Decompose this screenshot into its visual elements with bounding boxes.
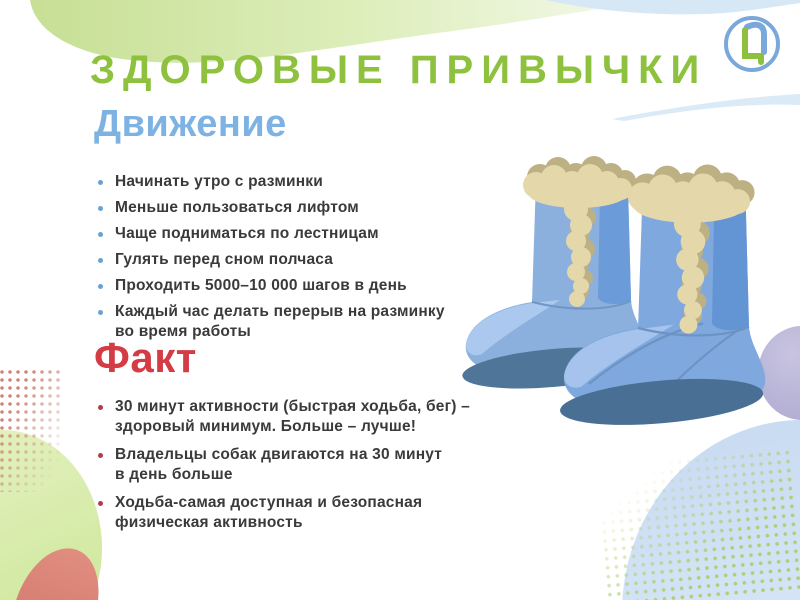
bullet-dot: [98, 453, 103, 458]
list-item-text: физическая активность: [115, 514, 303, 531]
list-item-text: Гулять перед сном полчаса: [115, 251, 334, 268]
list-item-text: Меньше пользоваться лифтом: [115, 199, 359, 216]
bullet-dot: [98, 232, 103, 237]
bullet-dot: [98, 310, 103, 315]
list-item: [98, 493, 558, 533]
bullet-dot: [98, 501, 103, 506]
list-item-text: Чаще подниматься по лестницам: [115, 225, 379, 242]
blue-crescent: [612, 94, 800, 121]
bullet-dot: [98, 206, 103, 211]
list-item-text: 30 минут активности (быстрая ходьба, бег) –: [115, 398, 470, 415]
list-item-text: в день больше: [115, 466, 233, 483]
fact-heading: Факт: [94, 334, 197, 381]
list-item-text: во время работы: [115, 323, 251, 340]
brand-logo-icon: [720, 12, 784, 76]
list-item-text: Владельцы собак двигаются на 30 минут: [115, 446, 443, 463]
movement-heading: Движение: [94, 103, 287, 145]
bullet-dot: [98, 180, 103, 185]
boots-illustration: [448, 152, 778, 452]
bullet-dot: [98, 284, 103, 289]
list-item-text: здоровый минимум. Больше – лучше!: [115, 418, 417, 435]
list-item-text: Ходьба-самая доступная и безопасная: [115, 494, 423, 511]
list-item-text: Начинать утро с разминки: [115, 173, 323, 190]
page-title: ЗДОРОВЫЕ ПРИВЫЧКИ: [90, 48, 708, 92]
bullet-dot: [98, 405, 103, 410]
bullet-dot: [98, 258, 103, 263]
list-item-text: Каждый час делать перерыв на разминку: [115, 303, 445, 320]
list-item-text: Проходить 5000–10 000 шагов в день: [115, 277, 407, 294]
